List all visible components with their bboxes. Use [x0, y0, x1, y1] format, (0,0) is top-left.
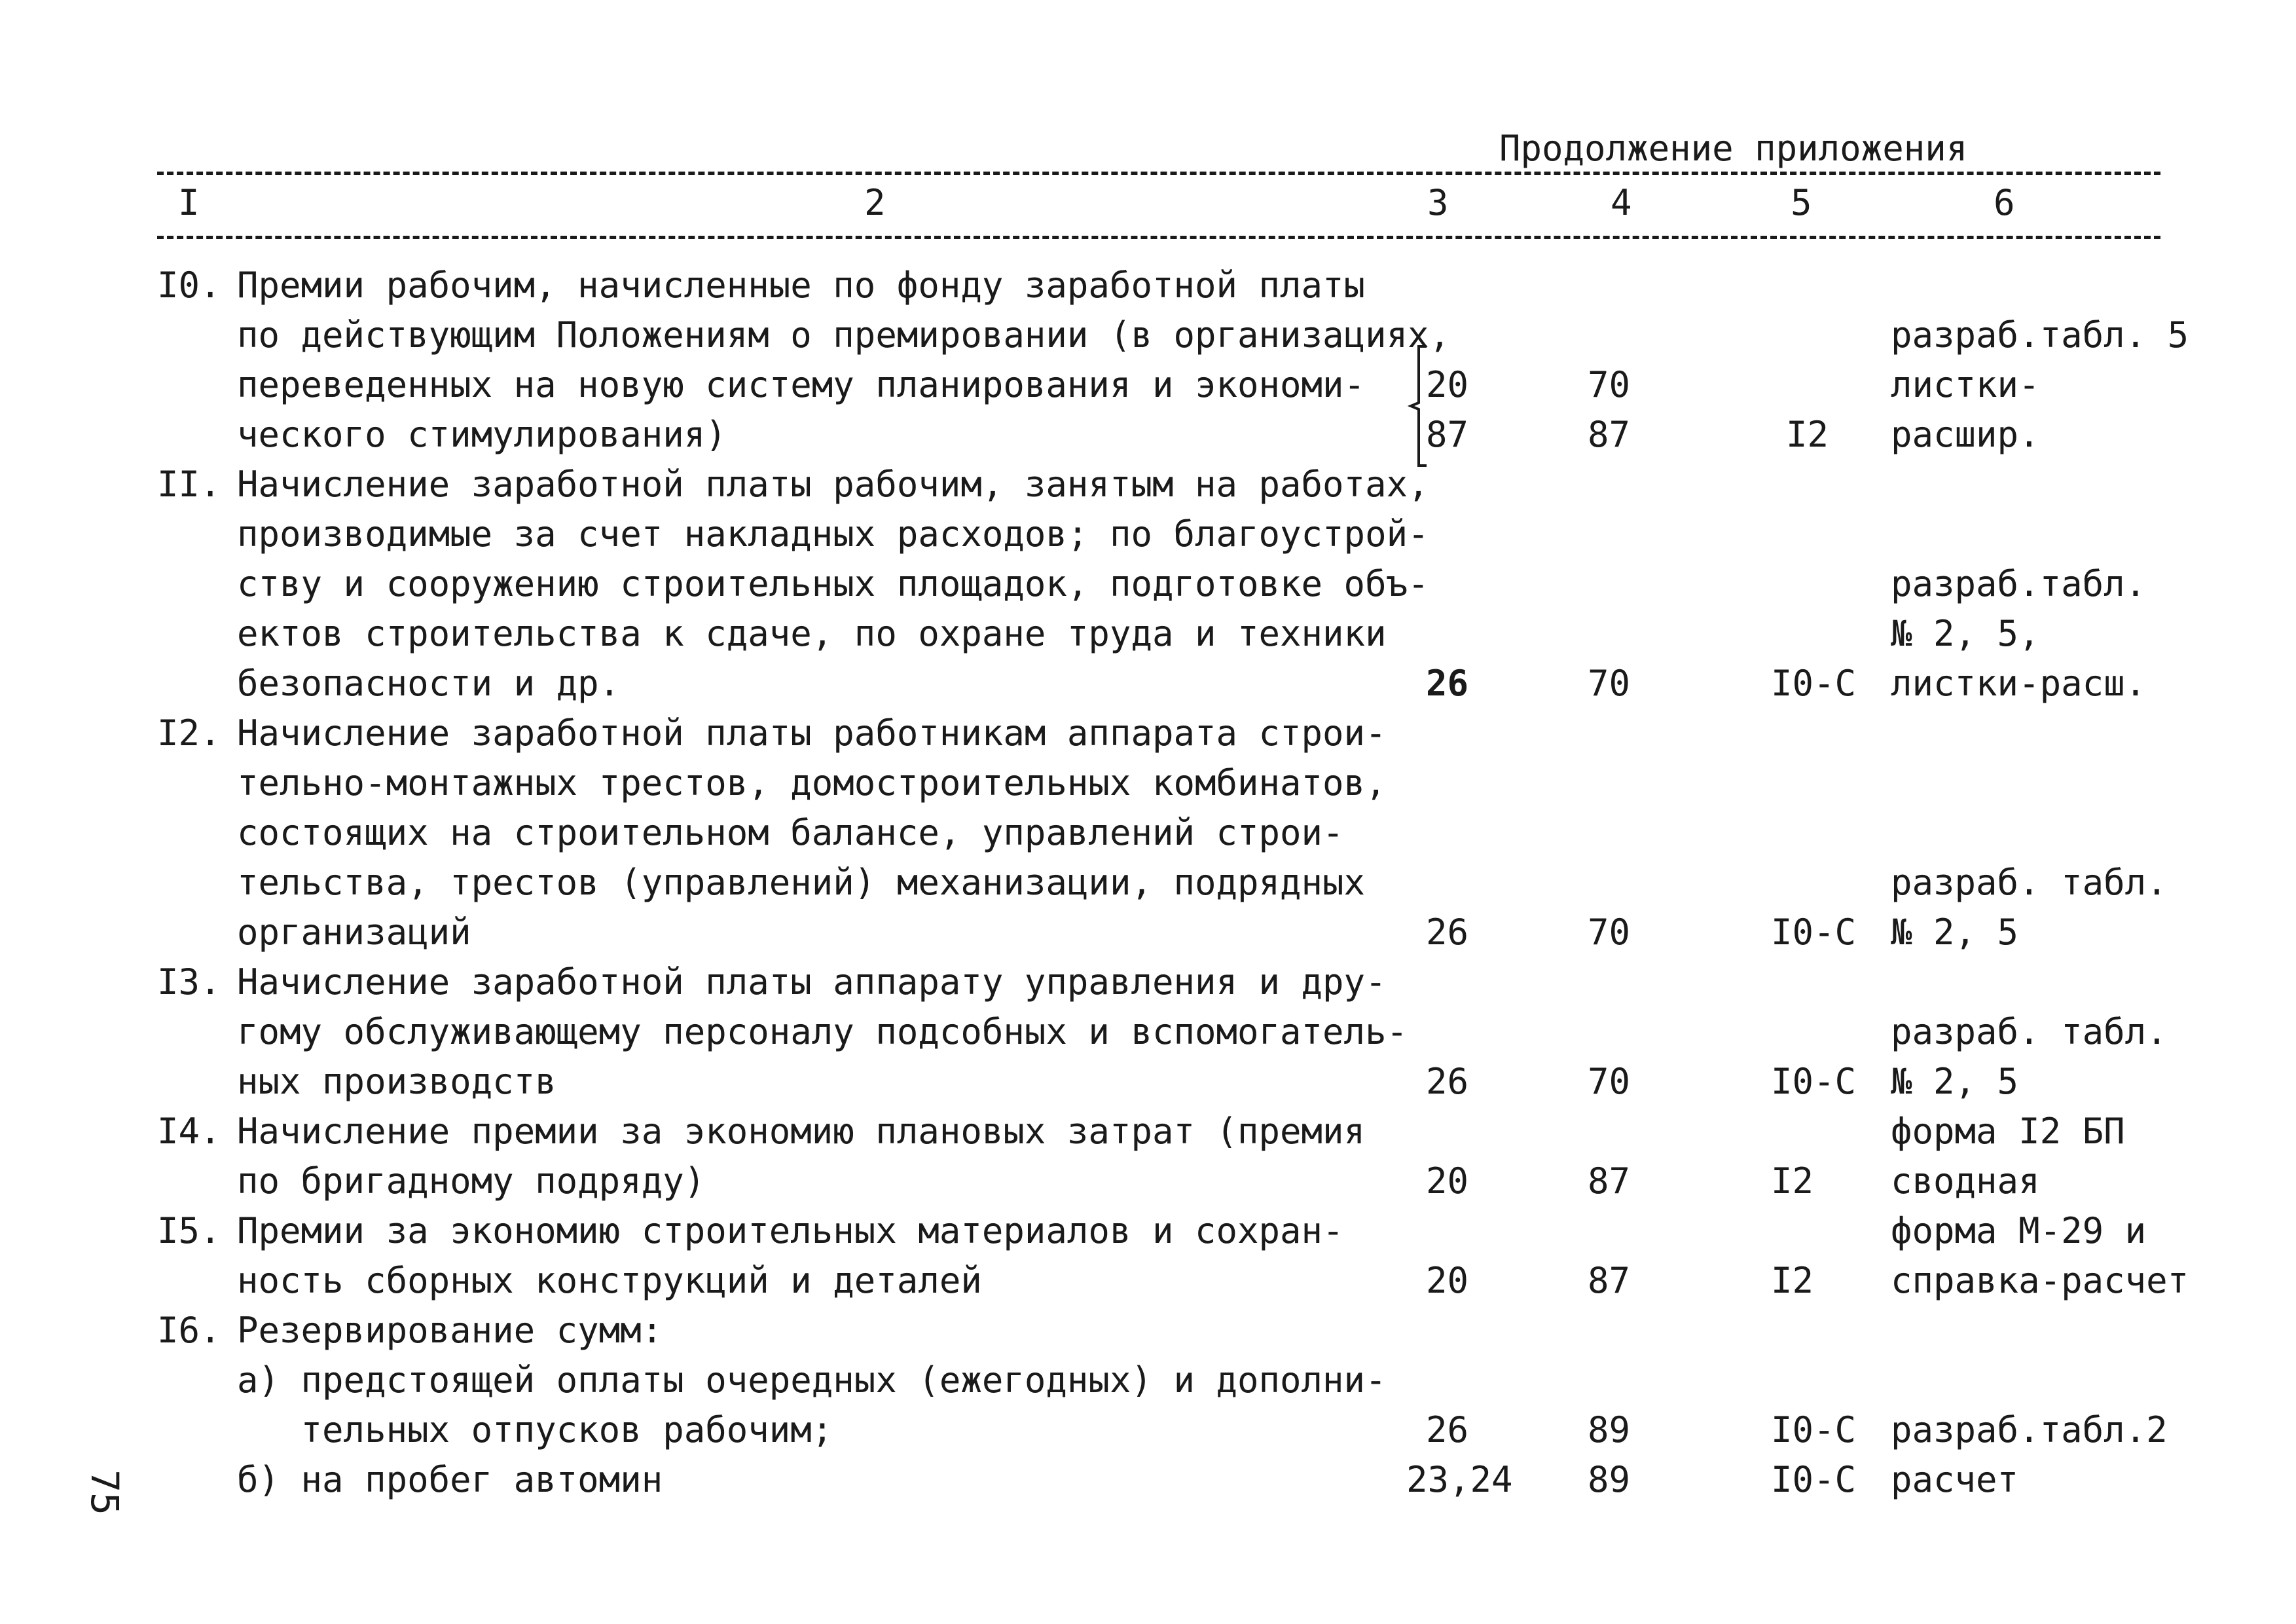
- col4-value: 89: [1588, 1459, 1631, 1500]
- row-text-line: тельства, трестов (управлений) механизации, подрядных: [237, 862, 1366, 903]
- col3-value: 23,24: [1406, 1459, 1513, 1500]
- col5-value: I0-C: [1771, 1459, 1857, 1500]
- row-number: I0.: [157, 265, 221, 306]
- row-text-line: гому обслуживающему персоналу подсобных и вспомогатель-: [237, 1011, 1408, 1052]
- top-dashed-rule: [157, 172, 2160, 175]
- row-number: I6.: [157, 1310, 221, 1351]
- col5-value: I0-C: [1771, 663, 1857, 704]
- col6-line: разраб. табл.: [1891, 862, 2168, 903]
- col5-value: I2: [1786, 414, 1829, 455]
- row-number: II.: [157, 464, 221, 505]
- col3-value: 20: [1426, 1160, 1469, 1202]
- row-number: I4.: [157, 1111, 221, 1152]
- row-text-line: Премии рабочим, начисленные по фонду заработной платы: [237, 265, 1366, 306]
- row-text-line: ческого стимулирования): [237, 414, 727, 455]
- row-text-line: по действующим Положениям о премировании (в организациях,: [237, 314, 1451, 356]
- col5-value: I0-C: [1771, 1409, 1857, 1450]
- row-text-line: по бригадному подряду): [237, 1160, 706, 1202]
- col6-line: расчет: [1891, 1459, 2019, 1500]
- col6-line: листки-: [1891, 364, 2040, 405]
- col4-value: 87: [1588, 414, 1631, 455]
- col5-value: I2: [1771, 1260, 1814, 1301]
- row-text-line: Начисление заработной платы аппарату управления и дру-: [237, 961, 1387, 1003]
- col6-line: разраб.табл. 5: [1891, 314, 2189, 356]
- col-header-4: 4: [1611, 182, 1632, 223]
- row-number: I3.: [157, 961, 221, 1003]
- header-bottom-dashed-rule: [157, 236, 2160, 239]
- row-text-line: ству и сооружению строительных площадок, подготовке объ-: [237, 563, 1429, 604]
- col6-line: форма I2 БП: [1891, 1111, 2125, 1152]
- col3-value: 26: [1426, 1409, 1469, 1450]
- col3-value: 26: [1426, 663, 1469, 704]
- row-text-line: ектов строительства к сдаче, по охране труда и техники: [237, 613, 1387, 654]
- row-text-line: б) на пробег автомин: [237, 1459, 663, 1500]
- col4-value: 70: [1588, 912, 1631, 953]
- row-text-line: Начисление заработной платы рабочим, занятым на работах,: [237, 464, 1429, 505]
- col3-value: 26: [1426, 1061, 1469, 1102]
- continuation-header: Продолжение приложения: [1499, 128, 1968, 169]
- row-text-line: Начисление премии за экономию плановых затрат (премия: [237, 1111, 1366, 1152]
- row-text-line: Начисление заработной платы работникам аппарата строи-: [237, 712, 1387, 754]
- col-header-3: 3: [1427, 182, 1449, 223]
- row-text-line: а) предстоящей оплаты очередных (ежегодных) и дополни-: [237, 1359, 1387, 1401]
- row-text-line: ных производств: [237, 1061, 556, 1102]
- col6-line: № 2, 5: [1891, 912, 2019, 953]
- row-number: I2.: [157, 712, 221, 754]
- row-text-line: организаций: [237, 912, 471, 953]
- col6-line: № 2, 5: [1891, 1061, 2019, 1102]
- row-text-line: производимые за счет накладных расходов; по благоустрой-: [237, 513, 1429, 555]
- col5-value: I0-C: [1771, 912, 1857, 953]
- col5-value: I0-C: [1771, 1061, 1857, 1102]
- col4-value: 70: [1588, 1061, 1631, 1102]
- col4-value: 87: [1588, 1160, 1631, 1202]
- col4-value: 89: [1588, 1409, 1631, 1450]
- col-header-2: 2: [864, 182, 886, 223]
- col4-value: 87: [1588, 1260, 1631, 1301]
- col5-value: I2: [1771, 1160, 1814, 1202]
- col6-line: расшир.: [1891, 414, 2040, 455]
- col6-line: сводная: [1891, 1160, 2040, 1202]
- row-text-line: тельных отпусков рабочим;: [237, 1409, 833, 1450]
- row-text-line: Премии за экономию строительных материалов и сохран-: [237, 1210, 1344, 1251]
- col6-line: форма М-29 и: [1891, 1210, 2147, 1251]
- row-text-line: ность сборных конструкций и деталей: [237, 1260, 982, 1301]
- col6-line: разраб.табл.: [1891, 563, 2147, 604]
- row-text-line: Резервирование сумм:: [237, 1310, 663, 1351]
- col3-value: 20: [1426, 1260, 1469, 1301]
- row-text-line: переведенных на новую систему планирования и экономи-: [237, 364, 1366, 405]
- col3-value: 20: [1426, 364, 1469, 405]
- col6-line: справка-расчет: [1891, 1260, 2189, 1301]
- col6-line: листки-расш.: [1891, 663, 2147, 704]
- col4-value: 70: [1588, 663, 1631, 704]
- col-header-5: 5: [1791, 182, 1812, 223]
- col6-line: разраб. табл.: [1891, 1011, 2168, 1052]
- col-header-1: I: [178, 182, 200, 223]
- col4-value: 70: [1588, 364, 1631, 405]
- col3-value: 87: [1426, 414, 1469, 455]
- col-header-6: 6: [1994, 182, 2015, 223]
- row-text-line: безопасности и др.: [237, 663, 621, 704]
- row-number: I5.: [157, 1210, 221, 1251]
- row-text-line: состоящих на строительном балансе, управлений строи-: [237, 812, 1344, 853]
- col3-value: 26: [1426, 912, 1469, 953]
- page-number: 75: [82, 1469, 127, 1515]
- col6-line: разраб.табл.2: [1891, 1409, 2168, 1450]
- col6-line: № 2, 5,: [1891, 613, 2040, 654]
- row-text-line: тельно-монтажных трестов, домостроительных комбинатов,: [237, 762, 1387, 803]
